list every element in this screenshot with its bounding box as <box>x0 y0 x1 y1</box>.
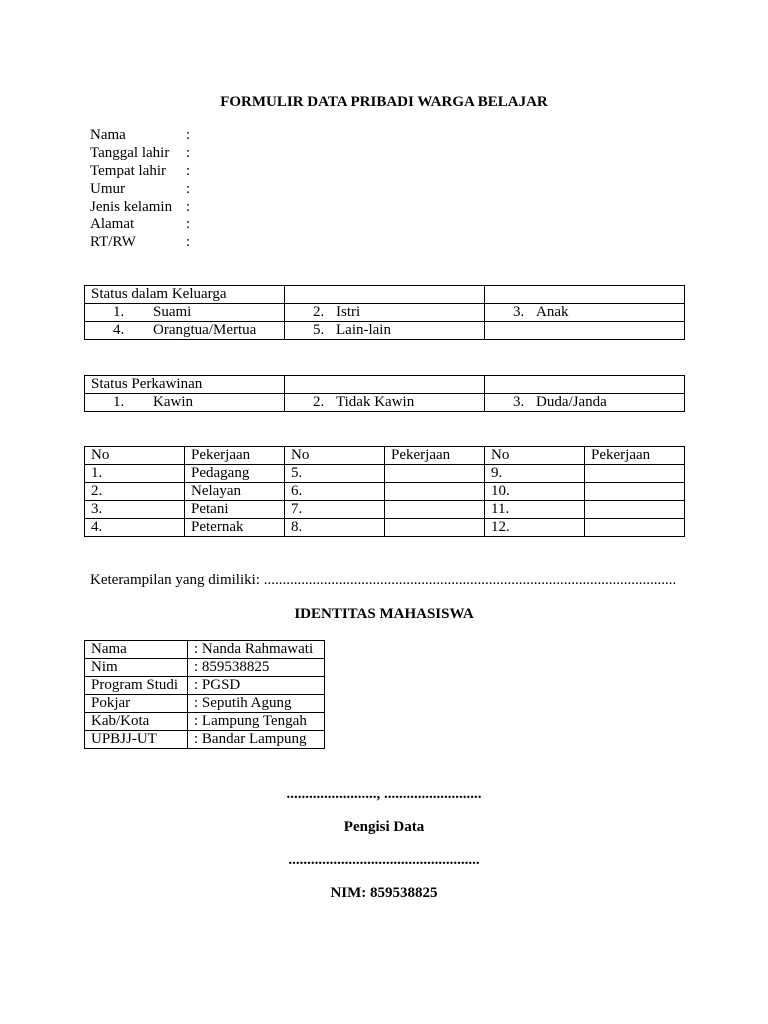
pekerjaan-table <box>84 446 685 537</box>
column-header: No <box>285 447 385 465</box>
table-cell: Nelayan <box>185 483 285 501</box>
table-cell: 6. <box>285 483 385 501</box>
table-cell <box>285 322 485 340</box>
column-header: Pekerjaan <box>585 447 685 465</box>
identitas-table <box>84 640 325 749</box>
signature-place-date: ........................, .......................... <box>286 786 482 802</box>
form-title: FORMULIR DATA PRIBADI WARGA BELAJAR <box>220 94 548 110</box>
status-perkawinan-header: Status Perkawinan <box>91 376 203 392</box>
table-cell: 11. <box>485 501 585 519</box>
option-label: Istri <box>336 304 361 320</box>
table-cell: 9. <box>485 465 585 483</box>
table-cell: 8. <box>285 519 385 537</box>
table-cell <box>385 501 485 519</box>
table-row <box>85 465 685 483</box>
table-cell: Pedagang <box>185 465 285 483</box>
table-cell <box>85 322 285 340</box>
table-cell: Petani <box>185 501 285 519</box>
identitas-label: UPBJJ-UT <box>85 731 188 749</box>
column-header: No <box>85 447 185 465</box>
identitas-value: : Seputih Agung <box>188 695 325 713</box>
keterampilan-line: Keterampilan yang dimiliki: .............................................................................................................. <box>90 572 677 588</box>
table-cell <box>585 501 685 519</box>
field-colon: : <box>186 163 191 179</box>
field-label-tanggal-lahir: Tanggal lahir <box>90 145 170 161</box>
table-row <box>85 659 325 677</box>
table-row <box>85 501 685 519</box>
field-colon: : <box>186 181 191 197</box>
option-number: 3. <box>513 394 525 410</box>
table-cell: 2. <box>85 483 185 501</box>
table-row <box>85 286 685 304</box>
option-label: Suami <box>153 304 192 320</box>
table-row <box>85 713 325 731</box>
table-cell <box>485 376 685 394</box>
signature-role: Pengisi Data <box>343 819 425 835</box>
option-label: Tidak Kawin <box>336 394 415 410</box>
option-label: Lain-lain <box>336 322 391 338</box>
option-number: 3. <box>513 304 525 320</box>
table-row <box>85 731 325 749</box>
table-cell <box>385 465 485 483</box>
identitas-label: Pokjar <box>85 695 188 713</box>
column-header: No <box>485 447 585 465</box>
column-header: Pekerjaan <box>385 447 485 465</box>
table-row <box>85 641 325 659</box>
field-colon: : <box>186 127 191 143</box>
identitas-value: : Bandar Lampung <box>188 731 325 749</box>
table-cell <box>585 465 685 483</box>
field-label-rt-rw: RT/RW <box>90 234 136 250</box>
identitas-value: : 859538825 <box>188 659 325 677</box>
identitas-title: IDENTITAS MAHASISWA <box>294 606 474 622</box>
table-cell <box>85 394 285 412</box>
field-label-umur: Umur <box>90 181 125 197</box>
field-colon: : <box>186 234 191 250</box>
table-row <box>85 394 685 412</box>
table-row <box>85 483 685 501</box>
option-label: Orangtua/Mertua <box>153 322 257 338</box>
field-colon: : <box>186 199 191 215</box>
table-cell: 4. <box>85 519 185 537</box>
identitas-value: : Nanda Rahmawati <box>188 641 325 659</box>
table-cell <box>485 304 685 322</box>
option-label: Duda/Janda <box>536 394 607 410</box>
table-row <box>85 322 685 340</box>
table-cell: 12. <box>485 519 585 537</box>
field-label-tempat-lahir: Tempat lahir <box>90 163 167 179</box>
identitas-value: : Lampung Tengah <box>188 713 325 731</box>
table-cell <box>85 286 285 304</box>
option-number: 2. <box>313 304 325 320</box>
identitas-label: Nama <box>85 641 188 659</box>
option-number: 2. <box>313 394 325 410</box>
table-row <box>85 519 685 537</box>
table-cell: 5. <box>285 465 385 483</box>
signature-nim: NIM: 859538825 <box>330 885 438 901</box>
table-cell <box>285 394 485 412</box>
field-colon: : <box>186 216 191 232</box>
option-number: 1. <box>113 304 125 320</box>
table-cell <box>485 394 685 412</box>
table-header-row <box>85 447 685 465</box>
table-cell: 1. <box>85 465 185 483</box>
table-cell <box>285 376 485 394</box>
table-cell <box>85 376 285 394</box>
table-cell: 3. <box>85 501 185 519</box>
field-label-jenis-kelamin: Jenis kelamin <box>90 199 173 215</box>
option-number: 5. <box>313 322 325 338</box>
identitas-label: Program Studi <box>85 677 188 695</box>
identitas-label: Nim <box>85 659 188 677</box>
table-row <box>85 304 685 322</box>
table-cell <box>485 286 685 304</box>
table-row <box>85 677 325 695</box>
option-number: 4. <box>113 322 125 338</box>
table-cell <box>585 483 685 501</box>
option-label: Anak <box>536 304 569 320</box>
option-number: 1. <box>113 394 125 410</box>
status-keluarga-header: Status dalam Keluarga <box>91 286 227 302</box>
identitas-label: Kab/Kota <box>85 713 188 731</box>
status-perkawinan-table <box>84 375 685 412</box>
signature-line: ................................................... <box>288 852 480 868</box>
table-row <box>85 695 325 713</box>
identitas-value: : PGSD <box>188 677 325 695</box>
option-label: Kawin <box>153 394 193 410</box>
column-header: Pekerjaan <box>185 447 285 465</box>
table-cell <box>585 519 685 537</box>
table-cell <box>285 304 485 322</box>
field-label-alamat: Alamat <box>90 216 135 232</box>
table-row <box>85 376 685 394</box>
table-cell <box>85 304 285 322</box>
table-cell <box>385 483 485 501</box>
table-cell <box>285 286 485 304</box>
table-cell: 10. <box>485 483 585 501</box>
table-cell <box>485 322 685 340</box>
field-colon: : <box>186 145 191 161</box>
table-cell: Peternak <box>185 519 285 537</box>
status-keluarga-table <box>84 285 685 340</box>
table-cell <box>385 519 485 537</box>
table-cell: 7. <box>285 501 385 519</box>
field-label-nama: Nama <box>90 127 126 143</box>
